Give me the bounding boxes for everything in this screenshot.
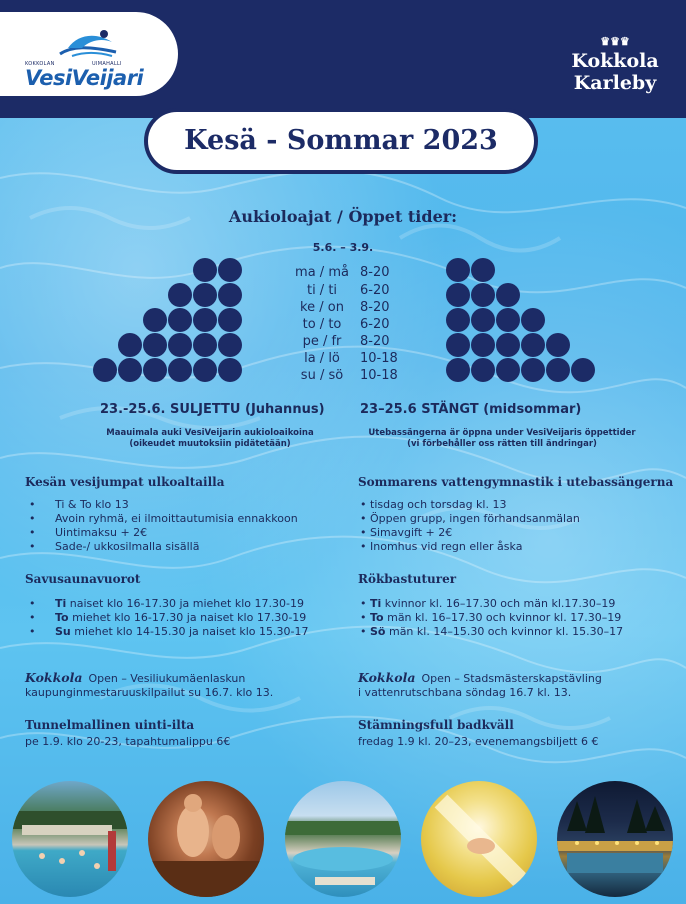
list-item (358, 597, 623, 611)
list-item: • Avoin ryhmä, ei ilmoittautumisia ennakkoon (25, 512, 298, 526)
crown-icon: ♛♛♛ (600, 35, 630, 48)
swim-evening-heading-fi: Tunnelmallinen uinti-ilta (25, 718, 195, 732)
decor-dot (118, 358, 142, 382)
decor-dot (193, 308, 217, 332)
decor-dot (168, 308, 192, 332)
hours-time: 8-20 (360, 300, 390, 315)
decor-dot (471, 258, 495, 282)
list-item: • Simavgift + 2€ (358, 526, 580, 540)
slide-competition-sv-line2: i vattenrutschbana söndag 16.7 kl. 13. (358, 686, 572, 699)
decor-dot (521, 358, 545, 382)
hours-day: ke / on (300, 300, 344, 315)
water-slide-photo (421, 781, 537, 897)
night-pool-photo (557, 781, 673, 897)
hours-time: 8-20 (360, 334, 390, 349)
decor-dot (143, 358, 167, 382)
hours-time: 6-20 (360, 283, 390, 298)
decor-dot (218, 333, 242, 357)
decor-dot (446, 258, 470, 282)
slide-competition-fi (25, 671, 273, 700)
sauna-times: män kl. 16–17.30 och kvinnor kl. 17.30–19 (383, 611, 622, 624)
hours-day: su / sö (300, 368, 344, 383)
water-gym-list-fi (25, 498, 298, 554)
list-item (358, 625, 623, 639)
water-gym-list-sv (358, 498, 580, 554)
water-gym-heading-sv: Sommarens vattengymnastik i utebassängerna (358, 475, 674, 489)
swim-evening-text-fi: pe 1.9. klo 20-23, tapahtumalippu 6€ (25, 735, 231, 748)
list-item (25, 597, 308, 611)
hours-row (282, 317, 422, 334)
hours-row (282, 283, 422, 300)
list-item: • Öppen grupp, ingen förhandsanmälan (358, 512, 580, 526)
list-item: • Inomhus vid regn eller åska (358, 540, 580, 554)
decor-dot (446, 308, 470, 332)
outdoor-pool-photo (12, 781, 128, 897)
list-item (25, 625, 308, 639)
vesiveijari-logo (0, 12, 178, 96)
city-name-sv: Karleby (573, 72, 657, 94)
sauna-day: Ti (370, 597, 382, 610)
decor-dot (218, 358, 242, 382)
sauna-times: miehet klo 16-17.30 ja naiset klo 17.30-19 (68, 611, 307, 624)
water-gym-heading-fi: Kesän vesijumpat ulkoaltailla (25, 475, 225, 489)
list-item (358, 611, 623, 625)
hours-day: ti / ti (306, 283, 338, 298)
list-item: • Sade-/ ukkosilmalla sisällä (25, 540, 298, 554)
list-item: • tisdag och torsdag kl. 13 (358, 498, 580, 512)
kokkola-open-logo: Kokkola (25, 670, 83, 685)
swim-evening-text-sv: fredag 1.9 kl. 20–23, evenemangsbiljett 6 € (358, 735, 599, 748)
pool-area-photo (285, 781, 401, 897)
kokkola-open-logo: Kokkola (358, 670, 416, 685)
hours-time: 8-20 (360, 265, 390, 280)
hours-time: 10-18 (360, 368, 398, 383)
decor-dot (193, 258, 217, 282)
outdoor-note-fi-line1: Maauimala auki VesiVeijarin aukioloaikoina (106, 428, 314, 438)
smoke-sauna-list-sv (358, 597, 623, 639)
decor-dot (218, 283, 242, 307)
season-dates: 5.6. – 3.9. (312, 241, 374, 254)
hours-time: 6-20 (360, 317, 390, 332)
decor-dot (546, 333, 570, 357)
hours-day: pe / fr (302, 334, 342, 349)
hours-row (282, 300, 422, 317)
list-item: • Ti & To klo 13 (25, 498, 298, 512)
title-banner (144, 108, 538, 174)
decor-dot (218, 308, 242, 332)
decor-dot (193, 333, 217, 357)
decor-dot (218, 258, 242, 282)
decor-dot (496, 283, 520, 307)
sauna-day: To (55, 611, 69, 624)
sauna-day: Ti (55, 597, 67, 610)
sauna-day: Su (55, 625, 71, 638)
logo-small-left: KOKKOLAN (25, 61, 55, 67)
swimmer-icon (58, 28, 118, 60)
outdoor-note-sv (352, 428, 652, 450)
decor-dot (168, 358, 192, 382)
hours-day: ma / må (295, 265, 349, 280)
decor-dot (193, 358, 217, 382)
closed-notice-sv: 23–25.6 STÄNGT (midsommar) (360, 402, 582, 417)
decor-dot (446, 333, 470, 357)
decor-dot (446, 283, 470, 307)
list-item: • Uintimaksu + 2€ (25, 526, 298, 540)
sauna-times: naiset klo 16-17.30 ja miehet klo 17.30-19 (66, 597, 304, 610)
slide-competition-fi-line1: Open – Vesiliukumäenlaskun (88, 672, 246, 685)
logo-wordmark: VesiVeijari (25, 66, 144, 90)
closed-notice-fi: 23.-25.6. SULJETTU (Juhannus) (100, 402, 325, 417)
smoke-sauna-heading-sv: Rökbastuturer (358, 572, 457, 586)
decor-dot (446, 358, 470, 382)
kokkola-karleby-logo (560, 36, 670, 94)
slide-competition-sv (358, 671, 602, 700)
outdoor-note-sv-line1: Utebassängerna är öppna under VesiVeijaris öppettider (368, 428, 636, 438)
decor-dot (118, 333, 142, 357)
hours-time: 10-18 (360, 351, 398, 366)
decor-dot (471, 333, 495, 357)
decor-dot (471, 308, 495, 332)
list-item (25, 611, 308, 625)
hours-day: la / lö (304, 351, 340, 366)
sauna-times: miehet klo 14-15.30 ja naiset klo 15.30-17 (70, 625, 309, 638)
sauna-day: Sö (370, 625, 386, 638)
decor-dot (521, 333, 545, 357)
hours-heading: Aukioloajat / Öppet tider: (228, 207, 458, 226)
page-title: Kesä - Sommar 2023 (184, 125, 498, 156)
slide-competition-sv-line1: Open – Stadsmästerskapstävling (421, 672, 602, 685)
decor-dot (496, 333, 520, 357)
outdoor-note-sv-line2: (vi förbehåller oss rätten till ändringar) (407, 439, 597, 449)
decor-dot (521, 308, 545, 332)
sauna-day: To (370, 611, 384, 624)
outdoor-note-fi-line2: (oikeudet muutoksiin pidätetään) (129, 439, 291, 449)
smoke-sauna-list-fi (25, 597, 308, 639)
decor-dot (471, 358, 495, 382)
decor-dot (496, 308, 520, 332)
swim-evening-heading-sv: Stämningsfull badkväll (358, 718, 514, 732)
slide-competition-fi-line2: kaupunginmestaruuskilpailut su 16.7. klo 13. (25, 686, 274, 699)
decor-dot (546, 358, 570, 382)
sauna-times: kvinnor kl. 16–17.30 och män kl.17.30–19 (381, 597, 616, 610)
decor-dot (496, 358, 520, 382)
hours-row (282, 368, 422, 385)
outdoor-note-fi (90, 428, 330, 450)
decor-dot (168, 333, 192, 357)
decor-dot (93, 358, 117, 382)
smoke-sauna-heading-fi: Savusaunavuorot (25, 572, 141, 586)
city-name-fi: Kokkola (571, 50, 659, 72)
decor-dot (143, 333, 167, 357)
decor-dot (193, 283, 217, 307)
decor-dot (471, 283, 495, 307)
logo-small-right: UIMAHALLI (92, 61, 122, 67)
decor-dot (168, 283, 192, 307)
sauna-photo (148, 781, 264, 897)
hours-row (282, 334, 422, 351)
hours-row (282, 265, 422, 282)
decor-dot (571, 358, 595, 382)
sauna-times: män kl. 14–15.30 och kvinnor kl. 15.30–17 (385, 625, 624, 638)
hours-row (282, 351, 422, 368)
hours-day: to / to (302, 317, 342, 332)
decor-dot (143, 308, 167, 332)
